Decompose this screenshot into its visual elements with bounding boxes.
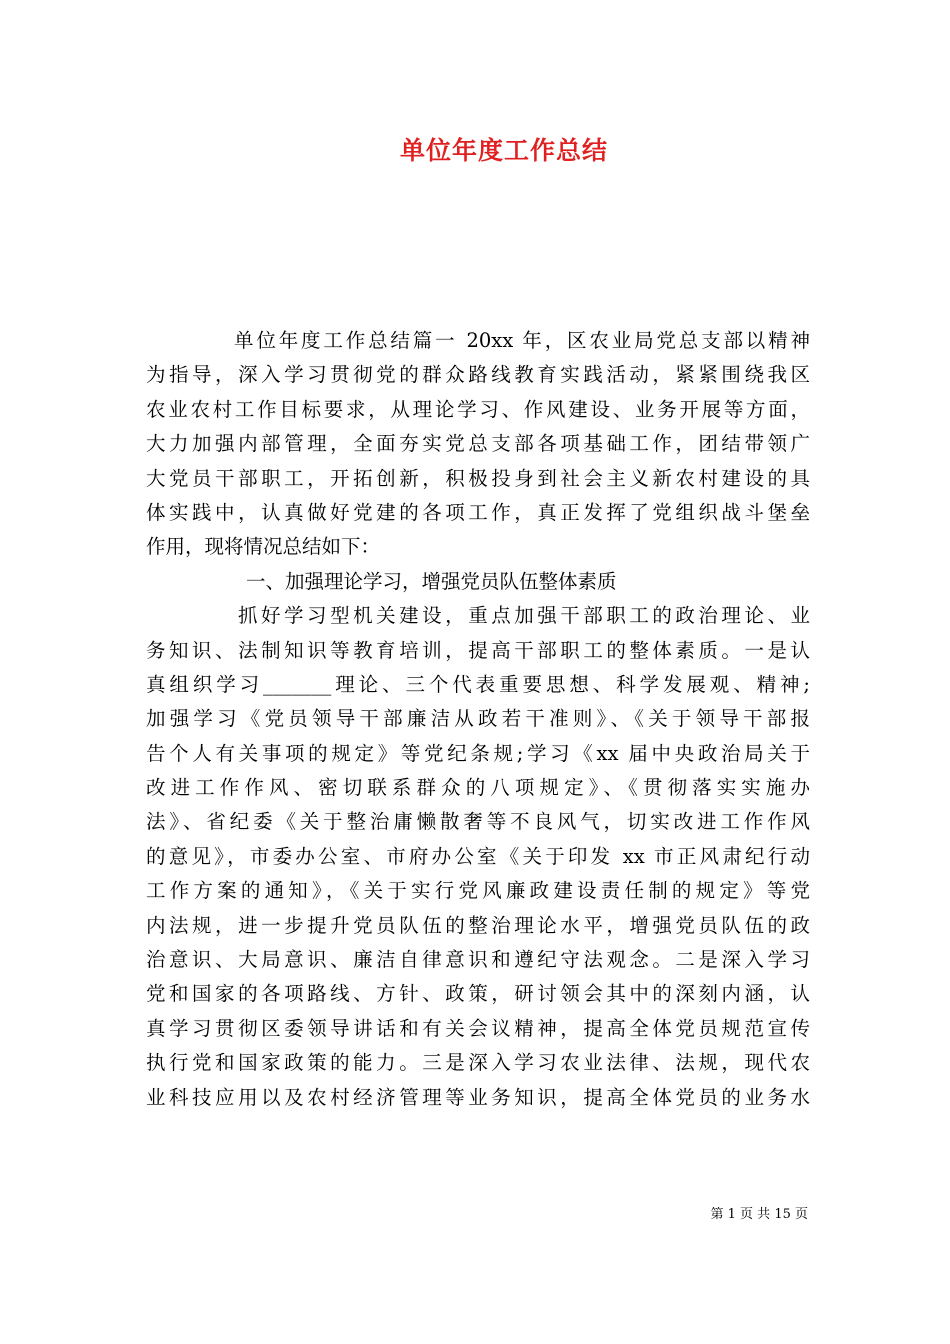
paragraph-line: 真学习贯彻区委领导讲话和有关会议精神，提高全体党员规范宣传 <box>146 1016 810 1040</box>
paragraph-line: 体实践中，认真做好党建的各项工作，真正发挥了党组织战斗堡垒 <box>146 500 810 524</box>
paragraph-line: 作用，现将情况总结如下： <box>146 535 381 559</box>
page-number: 第 1 页 共 15 页 <box>710 1207 808 1222</box>
paragraph-line: 大力加强内部管理，全面夯实党总支部各项基础工作，团结带领广 <box>146 432 810 456</box>
paragraph-line: 加强学习《党员领导干部廉洁从政若干准则》、《关于领导干部报 <box>146 707 810 731</box>
paragraph-line: 党和国家的各项路线、方针、政策，研讨领会其中的深刻内涵，认 <box>146 982 810 1006</box>
paragraph-line: 的意见》，市委办公室、市府办公室《关于印发 xx 市正风肃纪行动 <box>146 844 810 868</box>
paragraph-line: 法》、省纪委《关于整治庸懒散奢等不良风气，切实改进工作作风 <box>146 810 810 834</box>
section-heading: 一、加强理论学习，增强党员队伍整体素质 <box>246 569 617 593</box>
paragraph-line: 业科技应用以及农村经济管理等业务知识，提高全体党员的业务水 <box>146 1085 810 1109</box>
paragraph-line: 执行党和国家政策的能力。三是深入学习农业法律、法规，现代农 <box>146 1051 810 1075</box>
paragraph-line: 抓好学习型机关建设，重点加强干部职工的政治理论、业 <box>238 604 810 628</box>
document-body <box>146 324 810 1115</box>
paragraph-line: 真组织学习_______理论、三个代表重要思想、科学发展观、精神; <box>146 672 810 696</box>
paragraph-line: 为指导，深入学习贯彻党的群众路线教育实践活动，紧紧围绕我区 <box>146 363 810 387</box>
document-title: 单位年度工作总结 <box>400 136 609 165</box>
paragraph-line: 告个人有关事项的规定》等党纪条规;学习《xx 届中央政治局关于 <box>146 741 810 765</box>
paragraph-line: 内法规，进一步提升党员队伍的整治理论水平，增强党员队伍的政 <box>146 913 810 937</box>
paragraph-line: 大党员干部职工，开拓创新，积极投身到社会主义新农村建设的具 <box>146 466 810 490</box>
paragraph-line: 工作方案的通知》，《关于实行党风廉政建设责任制的规定》等党 <box>146 879 810 903</box>
paragraph-line: 改进工作作风、密切联系群众的八项规定》、《贯彻落实实施办 <box>146 776 810 800</box>
paragraph-line: 务知识、法制知识等教育培训，提高干部职工的整体素质。一是认 <box>146 638 810 662</box>
paragraph-line: 治意识、大局意识、廉洁自律意识和遵纪守法观念。二是深入学习 <box>146 948 810 972</box>
paragraph-line: 农业农村工作目标要求，从理论学习、作风建设、业务开展等方面， <box>146 397 810 421</box>
paragraph-line: 单位年度工作总结篇一 20xx 年，区农业局党总支部以精神 <box>234 329 810 352</box>
